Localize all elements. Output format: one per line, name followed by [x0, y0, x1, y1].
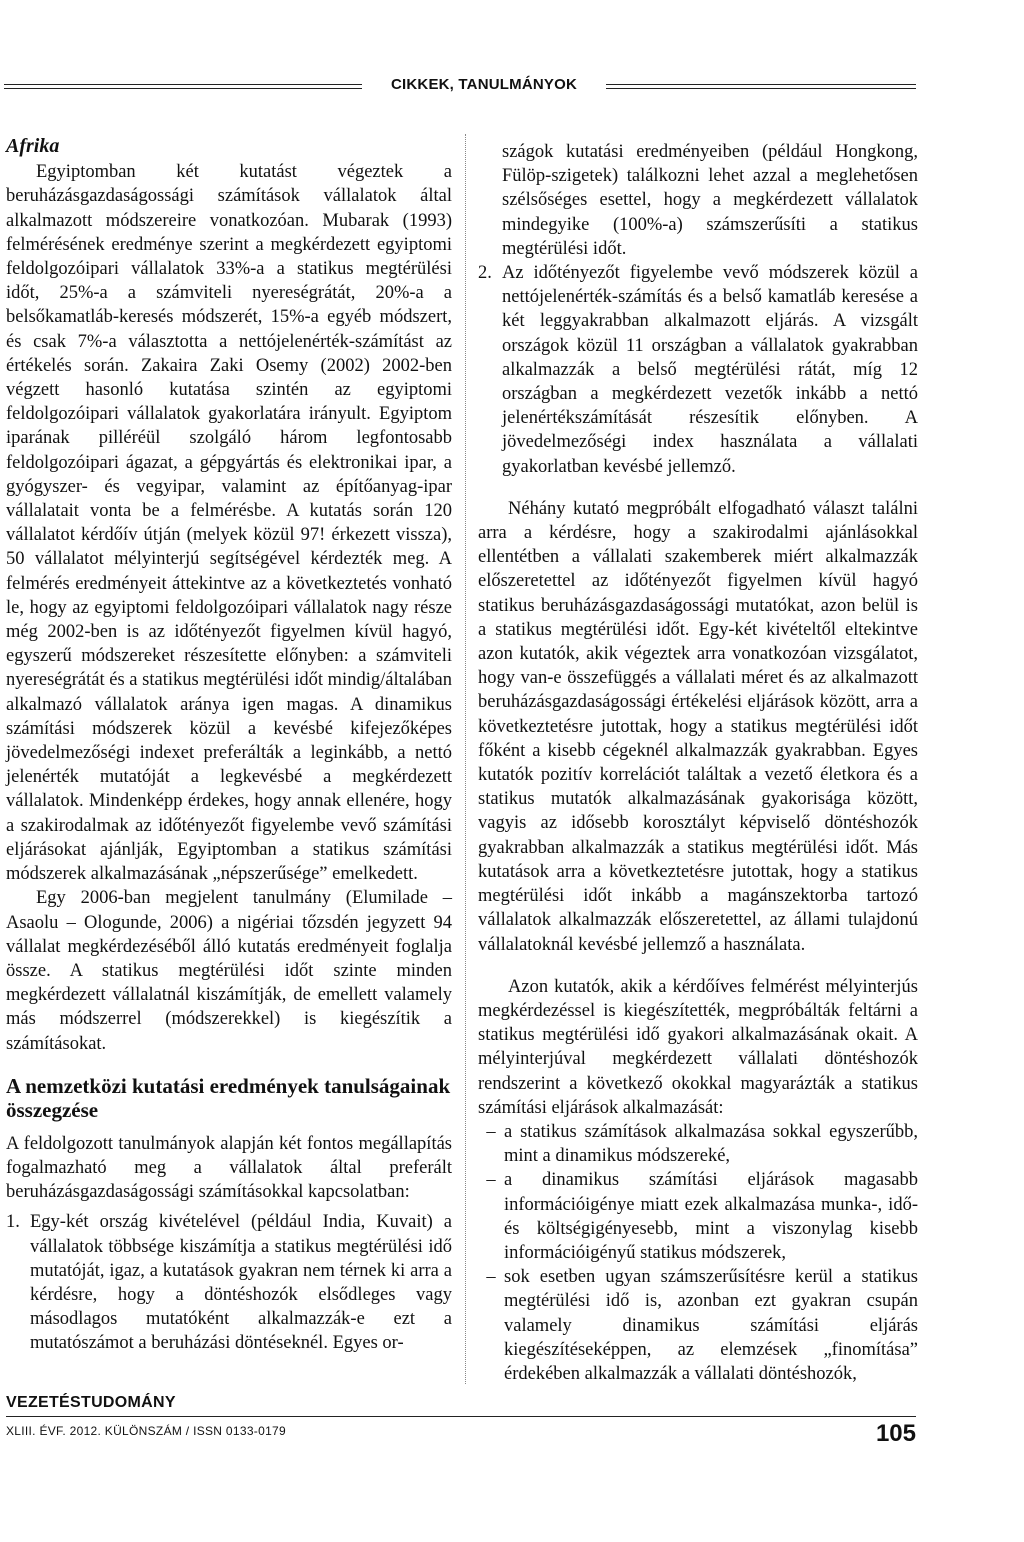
dash-marker: – [486, 1121, 496, 1142]
header-rule-left [4, 84, 362, 89]
finding-text: szágok kutatási eredményeiben (például Hongkong, Fülöp-szigetek) találkozni lehet azzal a meglehetősen szélsőséges esettel, hogy a megkérdezett vállalatok mindegyike (100%-a) számszerűsíti a statikus megtérülési időt. [502, 142, 918, 259]
list-item-text: a dinamikus számítási eljárások magasabb információigénye miatt ezek alkalmazása munka-, idő- és költségigényesebb, mint a viszonylag kisebb információigényű statikus módszerek, [504, 1170, 918, 1263]
list-item-text: sok esetben ugyan számszerűsítésre kerül a statikus megtérülési idő is, azonban ezt gyakran csupán valamely dinamikus számítási eljárás kiegészítéseképpen, az elemzések „finomítása” érdekében alkalmazzák a vállalati döntéshozók, [504, 1267, 918, 1384]
reasons-list [478, 1120, 918, 1386]
paragraph-researchers: Néhány kutató megpróbált elfogadható választ találni arra a kérdésre, hogy a szakirodalmi ajánlásokkal ellentétben a vállalati szakemberek miért alkalmazzák előszeretettel az időtényezőt figyelmen kívül hagyó statikus beruházásgazdaságossági mutatókat, azon belül is a statikus megtérülési időt. Egy-két kivételtől eltekintve azon kutatók, akik végeztek arra vonatkozóan vizsgálatot, hogy van-e összefüggés a vállalati méret és az alkalmazott beruházásgazdaságossági értékelési eljárások között, arra a következtetésre jutottak, hogy a statikus megtérülési időt főként a kisebb cégeknél alkalmazzák gyakrabban. Egyes kutatók pozitív korrelációt találtak a vezető életkora és a statikus mutatók alkalmazásának gyakorisága között, vagyis az idősebb korosztályt képviselő döntéshozók gyakrabban alkalmazzák a statikus megtérülési időt. Más kutatások arra a következtetésre jutottak, hogy a statikus megtérülési időt inkább a magánszektorba tartozó vállalatok alkalmazzák előszeretettel, az állami tulajdonú vállalatoknál kevésbé jellemző a használata. [478, 498, 918, 955]
section-title-afrika: Afrika [6, 135, 60, 157]
list-item [478, 1168, 918, 1265]
finding-number: 1. [6, 1212, 20, 1233]
issue-info: XLIII. ÉVF. 2012. KÜLÖNSZÁM / ISSN 0133-0179 [6, 1424, 286, 1438]
paragraph-interviews: Azon kutatók, akik a kérdőíves felmérést mélyinterjús megkérdezéssel is kiegészítették, megpróbálták feltárni a statikus megtérülési idő gyakori alkalmazásának okait. A mélyinterjúval megkérdezett vállalati döntéshozók rendszerint a következő okokkal magyarázták a statikus számítási eljárások alkalmazását: [478, 976, 918, 1118]
list-item [478, 1265, 918, 1386]
list-item-text: a statikus számítások alkalmazása sokkal egyszerűbb, mint a dinamikus módszereké, [504, 1121, 918, 1167]
dash-marker: – [486, 1170, 496, 1191]
paragraph-nigeria: Egy 2006-ban megjelent tanulmány (Elumilade – Asaolu – Ologunde, 2006) a nigériai tőzsdén jegyzett 94 vállalat megkérdezéséből álló kutatás eredményeit foglalja össze. A statikus megtérülési időt szinte minden megkérdezett vállalatnál kiszámítják, de emellett valamely más módszerrel (módszerekkel) is kiegészítik a számításokat. [6, 888, 452, 1054]
running-title: CIKKEK, TANULMÁNYOK [390, 76, 577, 93]
finding-item-2 [478, 261, 918, 479]
finding-number: 2. [478, 263, 492, 284]
section-title-summary: A nemzetközi kutatási eredmények tanulságainak összegzése [6, 1073, 451, 1122]
right-column [478, 134, 918, 1386]
finding-text: Egy-két ország kivételével (például India, Kuvait) a vállalatok többsége kiszámítja a statikus megtérülési idő mutatóját, igaz, a kutatások gyakran nem térnek ki arra a kérdésre, hogy a döntéshozók elsődleges vagy másodlagos mutatóként alkalmazzák-e ezt a mutatószámot a beruházási döntéseknél. Egyes or- [30, 1212, 452, 1354]
finding-item-1-continued [478, 140, 918, 261]
findings-list [6, 1210, 452, 1355]
header-rule-right [606, 84, 916, 89]
list-item [478, 1120, 918, 1168]
findings-list-continued [478, 140, 918, 479]
dash-marker: – [486, 1267, 496, 1288]
paragraph-egypt: Egyiptomban két kutatást végeztek a beruházásgazdaságossági számítások vállalatok által alkalmazott módszereire vonatkozóan. Mubarak (1993) felmérésének eredménye szerint a megkérdezett egyiptomi feldolgozóipari vállalatok 33%-a a statikus megtérülési időt, 25%-a a számviteli nyereségrátát, 20%-a a belsőkamatláb-keresés módszerét, 15%-a egyéb módszert, és csak 7%-a választotta a nettójelenérték-számítást az értékelés során. Zakaira Zaki Osemy (2002) 2002-ben végzett hasonló kutatása szintén az egyiptomi feldolgozóipari vállalatok gyakorlatára irányult. Egyiptom iparának pilléréül szolgáló három legfontosabb feldolgozóipari ágazat, a gépgyártás és elektronikai ipar, a gyógyszer- és vegyipar, valamint az építőanyag-ipar vállalatait vonta be a felmérésbe. A kutatás során 120 vállalatot kérdőív útján (melyek közül 97! érkezett vissza), 50 vállalatot mélyinterjú segítségével kérdezték meg. A felmérés eredményeit áttekintve az a következtetés vonható le, hogy az egyiptomi feldolgozóipari vállalatok nagy része még 2002-ben is az időtényezőt figyelmen kívül hagyó, egyszerű módszereket részesítette előnyben: a számviteli nyereségrátát és a statikus megtérülési időt mindig/általában alkalmazó vállalatok aránya igen magas. A dinamikus számítási módszerek közül a kevésbé kifejezőképes jövedelmezőségi indexet preferálták a leginkább, a nettó jelenérték mutatóját a legkevésbé a megkérdezett vállalatok. Mindenképp érdekes, hogy annak ellenére, hogy a szakirodalmak az időtényezőt figyelembe vevő számítási eljárásokat ajánlják, Egyiptomban a statikus számítási módszerek alkalmazásának „népszerűsége” emelkedett. [6, 162, 452, 885]
journal-name: VEZETÉSTUDOMÁNY [6, 1394, 176, 1411]
page-number: 105 [875, 1420, 916, 1447]
footer-rule [6, 1416, 916, 1417]
finding-item-1 [6, 1210, 452, 1355]
paragraph-summary-intro: A feldolgozott tanulmányok alapján két fontos megállapítás fogalmazható meg a vállalatok által preferált beruházásgazdaságossági számításokkal kapcsolatban: [6, 1133, 452, 1203]
finding-text: Az időtényezőt figyelembe vevő módszerek közül a nettójelenérték-számítás és a belső kamatláb keresése a két leggyakrabban alkalmazott eljárás. A vizsgált országok közül 11 országban a vállalatok gyakrabban alkalmazzák a belső megtérülési rátát, míg 12 országban a megkérdezett vezetők inkább a nettó jelenértékszámítását részesítik előnyben. A jövedelmezőségi index használata a vállalati gyakorlatban kevésbé jellemző. [502, 263, 918, 477]
left-column [6, 134, 452, 1356]
running-header [0, 76, 1024, 106]
column-divider [465, 134, 466, 1384]
